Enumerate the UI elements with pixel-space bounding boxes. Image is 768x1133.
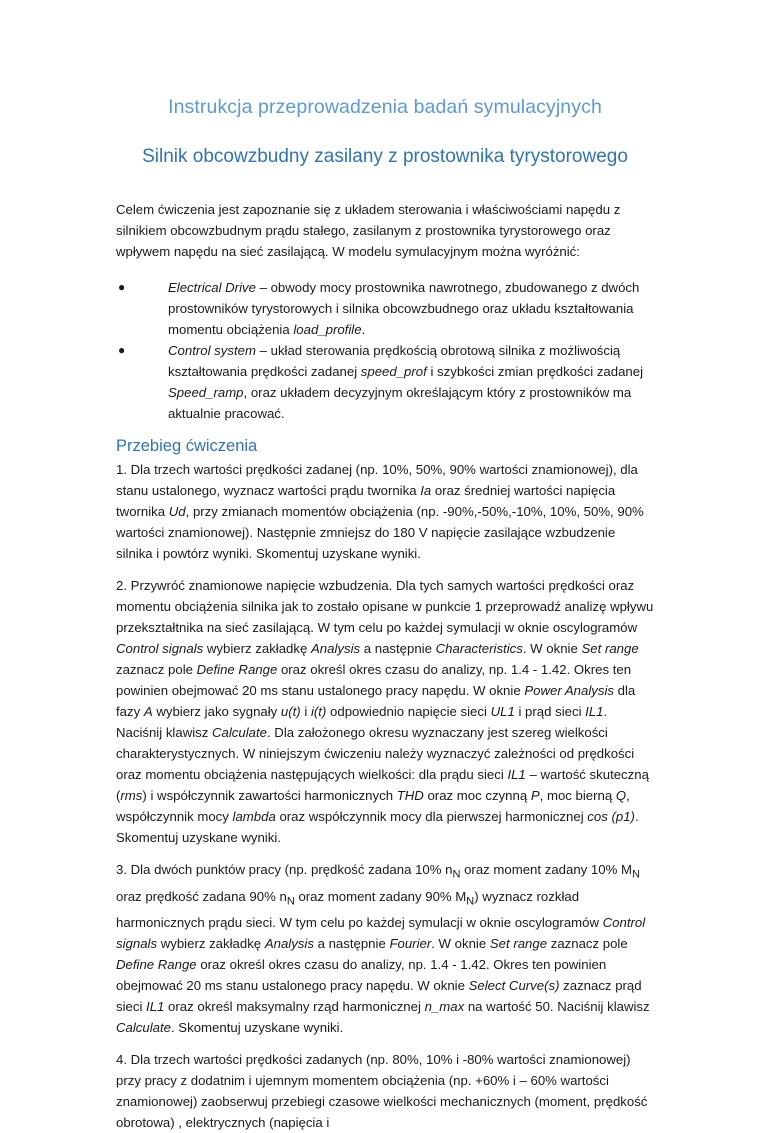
intro-paragraph: Celem ćwiczenia jest zapoznanie się z układem sterowania i właściwościami napędu z silnikiem obcowzbudnym prądu stałego, zasilanym z prostownika tyrystorowego oraz wpływem napędu na sieć zasilającą. W modelu symulacyjnym można wyróżnić: (116, 202, 621, 259)
list-item: ● Control system – układ sterowania prędkością obrotową silnika z możliwością kształtowania prędkości zadanej speed_prof i szybkości zmian prędkości zadanej Speed_ramp, oraz układem decyzyjnym określającym który z prostowników ma aktualnie pracować. (116, 340, 654, 424)
step-1-paragraph: 1. Dla trzech wartości prędkości zadanej (np. 10%, 50%, 90% wartości znamionowej), dla stanu ustalonego, wyznacz wartości prądu twornika Ia oraz średniej wartości napięcia twornika Ud, przy zmianach momentów obciążenia (np. -90%,-50%,-10%, 10%, 50%, 90% wartości znamionowej). Następnie zmniejsz do 180 V napięcie zasilające wzbudzenie silnika i powtórz wyniki. Skomentuj uzyskane wyniki. (116, 462, 644, 561)
component-list (116, 277, 654, 424)
bullet-icon: ● (118, 280, 126, 294)
document-subtitle: Silnik obcowzbudny zasilany z prostownika tyrystorowego (142, 146, 628, 167)
bullet-icon: ● (118, 343, 126, 357)
step-2-paragraph: 2. Przywróć znamionowe napięcie wzbudzenia. Dla tych samych wartości prędkości oraz momentu obciążenia silnika jak to zostało opisane w punkcie 1 przeprowadź analizę wpływu przekształtnika na sieć zasilającą. W tym celu po każdej symulacji w oknie oscylogramów Control signals wybierz zakładkę Analysis a następnie Characteristics. W oknie Set range zaznacz pole Define Range oraz określ okres czasu do analizy, np. 1.4 - 1.42. Okres ten powinien obejmować 20 ms stanu ustalonego pracy napędu. W oknie Power Analysis dla fazy A wybierz jako sygnały u(t) i i(t) odpowiednio napięcie sieci UL1 i prąd sieci IL1. Naciśnij klawisz Calculate. Dla założonego okresu wyznaczany jest szereg wielkości charakterystycznych. W niniejszym ćwiczeniu należy wyznaczyć zależności od prędkości oraz momentu obciążenia następujących wielkości: dla prądu sieci IL1 – wartość skuteczną (rms) i współczynnik zawartości harmonicznych THD oraz moc czynną P, moc bierną Q, współczynnik mocy lambda oraz współczynnik mocy dla pierwszej harmonicznej cos (p1). Skomentuj uzyskane wyniki. (116, 578, 654, 845)
step-3-paragraph: 3. Dla dwóch punktów pracy (np. prędkość zadana 10% $n_N$ oraz moment zadany 10% $M_N$ oraz prędkość zadana 90% $n_N$ oraz moment zadany 90% $M_N$) wyznacz rozkład harmonicznych prądu sieci. W tym celu po każdej symulacji w oknie oscylogramów Control signals wybierz zakładkę Analysis a następnie Fourier. W oknie Set range zaznacz pole Define Range oraz określ okres czasu do analizy, np. 1.4 - 1.42. Okres ten powinien obejmować 20 ms stanu ustalonego pracy napędu. W oknie Select Curve(s) zaznacz prąd sieci IL1 oraz określ maksymalny rząd harmonicznej n_max na wartość 50. Naciśnij klawisz Calculate. Skomentuj uzyskane wyniki. (116, 862, 650, 1036)
step-4-paragraph: 4. Dla trzech wartości prędkości zadanych (np. 80%, 10% i -80% wartości znamionowej) przy pracy z dodatnim i ujemnym momentem obciążenia (np. +60% i – 60% wartości znamionowej) zaobserwuj przebiegi czasowe wielkości mechanicznych (moment, prędkość obrotowa) , elektrycznych (napięcia i (116, 1052, 648, 1131)
list-item: ● Electrical Drive – obwody mocy prostownika nawrotnego, zbudowanego z dwóch prostowników tyrystorowych i silnika obcowzbudnego oraz układu kształtowania momentu obciążenia load_profile. (116, 277, 654, 340)
section-heading: Przebieg ćwiczenia (116, 437, 258, 455)
document-title: Instrukcja przeprowadzenia badań symulacyjnych (168, 96, 602, 118)
